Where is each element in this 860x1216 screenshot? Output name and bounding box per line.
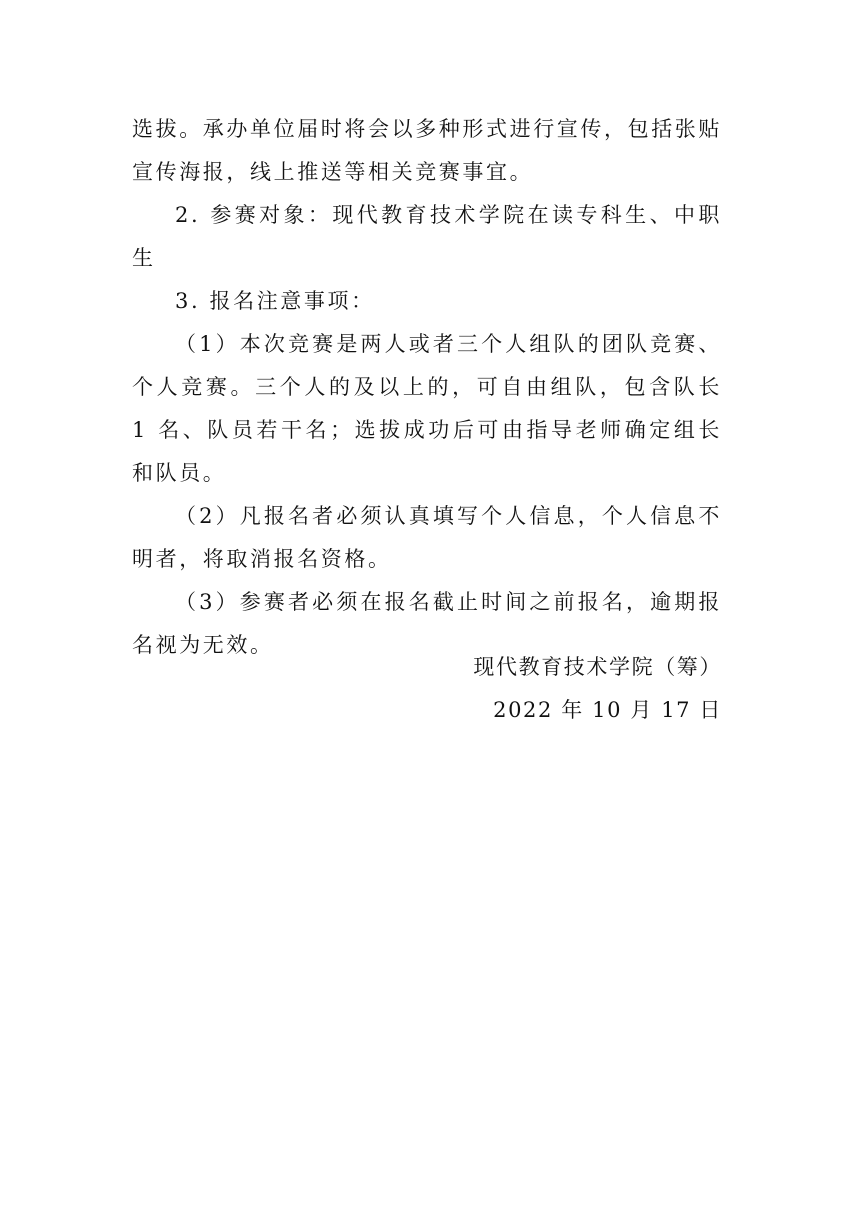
- paragraph-item-2: （2）凡报名者必须认真填写个人信息，个人信息不明者，将取消报名资格。: [132, 504, 722, 571]
- signature-organization: 现代教育技术学院（筹）: [473, 655, 722, 679]
- paragraph-registration-heading: 3. 报名注意事项：: [175, 289, 375, 313]
- paragraph-item-1: （1）本次竞赛是两人或者三个人组队的团队竞赛、个人竞赛。三个人的及以上的，可自由组队，包含队长 1 名、队员若干名；选拔成功后可由指导老师确定组长和队员。: [132, 332, 722, 485]
- document-body: [132, 108, 722, 667]
- paragraph-participants: 2. 参赛对象：现代教育技术学院在读专科生、中职生: [132, 203, 722, 270]
- paragraph-publicity: 选拔。承办单位届时将会以多种形式进行宣传，包括张贴宣传海报，线上推送等相关竞赛事宜。: [132, 117, 722, 184]
- signature-block: [322, 646, 722, 732]
- paragraph-item-3: （3）参赛者必须在报名截止时间之前报名，逾期报名视为无效。: [132, 590, 722, 657]
- signature-date: 2022 年 10 月 17 日: [493, 698, 722, 722]
